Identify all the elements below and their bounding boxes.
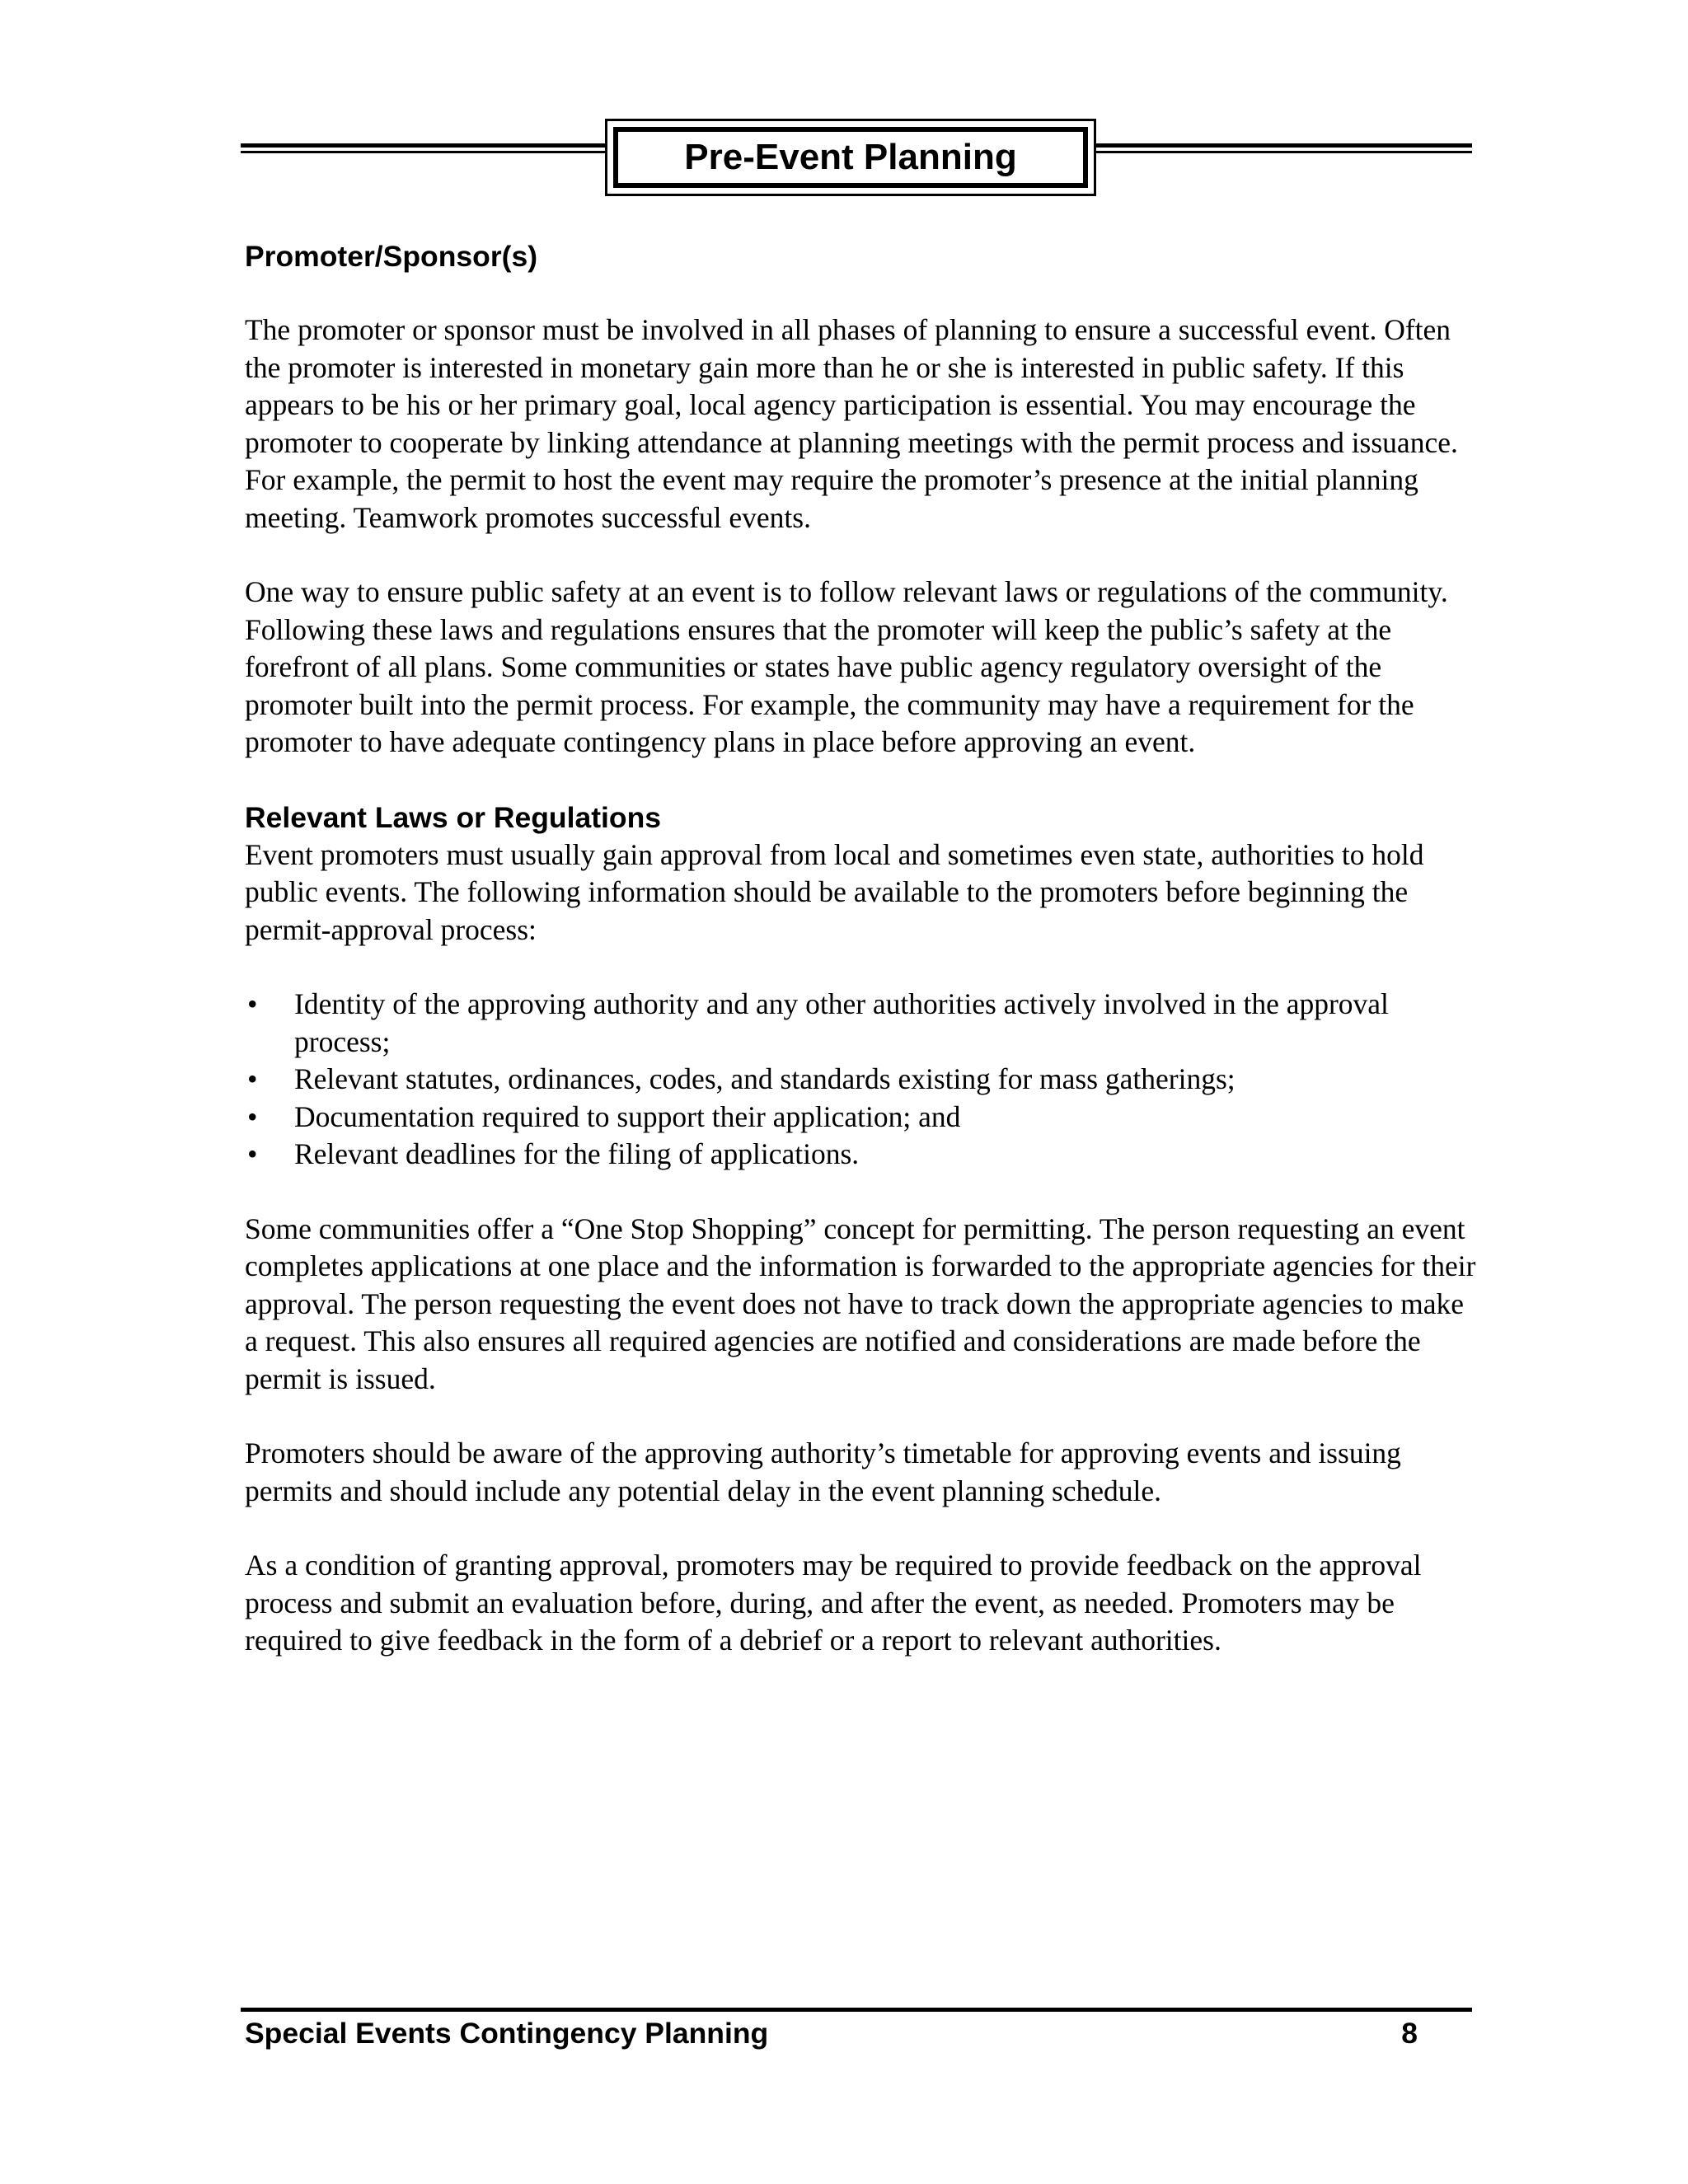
list-item xyxy=(245,1136,1481,1174)
paragraph: One way to ensure public safety at an event is to follow relevant laws or regulations of the community. Following these laws and regulations ensures that the promoter will keep the public’s safety at the forefront of all plans. Some communities or states have public agency regulatory oversight of the promoter built into the permit process. For example, the community may have a requirement for the promoter to have adequate contingency plans in place before approving an event. xyxy=(245,575,1448,758)
list-item xyxy=(245,1061,1481,1099)
footer-document-title: Special Events Contingency Planning xyxy=(245,2017,769,2050)
paragraph: The promoter or sponsor must be involved in all phases of planning to ensure a successful event. Often the promoter is interested in monetary gain more than he or she is interested in public safety. If this appears to be his or her primary goal, local agency participation is essential. You may encourage the promoter to cooperate by linking attendance at planning meetings with the permit process and issuance. For example, the permit to host the event may require the promoter’s presence at the initial planning meeting. Teamwork promotes successful events. xyxy=(245,313,1458,534)
section-heading-laws: Relevant Laws or Regulations xyxy=(245,800,662,834)
paragraph: Some communities offer a “One Stop Shopping” concept for permitting. The person requesting an event completes applications at one place and the information is forwarded to the appropriate agencies for their approval. The person requesting the event does not have to track down the appropriate agencies to make a request. This also ensures all required agencies are notified and considerations are made before the permit is issued. xyxy=(245,1212,1476,1395)
bullet-icon: • xyxy=(247,987,258,1020)
header-rule-left xyxy=(241,143,608,153)
paragraph: As a condition of granting approval, promoters may be required to provide feedback on the approval process and submit an evaluation before, during, and after the event, as needed. Promoters may be required to give feedback in the form of a debrief or a report to relevant authorities. xyxy=(245,1549,1422,1657)
header-rule-right xyxy=(1096,143,1472,153)
footer-rule xyxy=(241,2008,1472,2012)
list-item xyxy=(245,1099,1481,1137)
page-title: Pre-Event Planning xyxy=(613,127,1088,188)
document-body xyxy=(245,237,1481,1697)
bullet-icon: • xyxy=(247,1062,258,1095)
paragraph: Event promoters must usually gain approval from local and sometimes even state, authorities to hold public events. The following information should be available to the promoters before beginning the permit-approval process: xyxy=(245,837,1424,946)
bullet-list xyxy=(245,986,1481,1174)
list-item-text: Relevant deadlines for the filing of applications. xyxy=(294,1137,860,1170)
bullet-icon: • xyxy=(247,1099,258,1133)
page-title-box xyxy=(605,119,1096,196)
section-heading-promoter: Promoter/Sponsor(s) xyxy=(245,240,538,273)
bullet-icon: • xyxy=(247,1137,258,1170)
paragraph: Promoters should be aware of the approving authority’s timetable for approving events and issuing permits and should include any potential delay in the event planning schedule. xyxy=(245,1436,1401,1507)
list-item-text: Documentation required to support their application; and xyxy=(294,1099,961,1133)
page-number: 8 xyxy=(1401,2017,1418,2050)
list-item-text: Identity of the approving authority and any other authorities actively involved in the approval process; xyxy=(294,987,1389,1058)
list-item-text: Relevant statutes, ordinances, codes, and standards existing for mass gatherings; xyxy=(294,1062,1236,1095)
list-item xyxy=(245,986,1481,1061)
